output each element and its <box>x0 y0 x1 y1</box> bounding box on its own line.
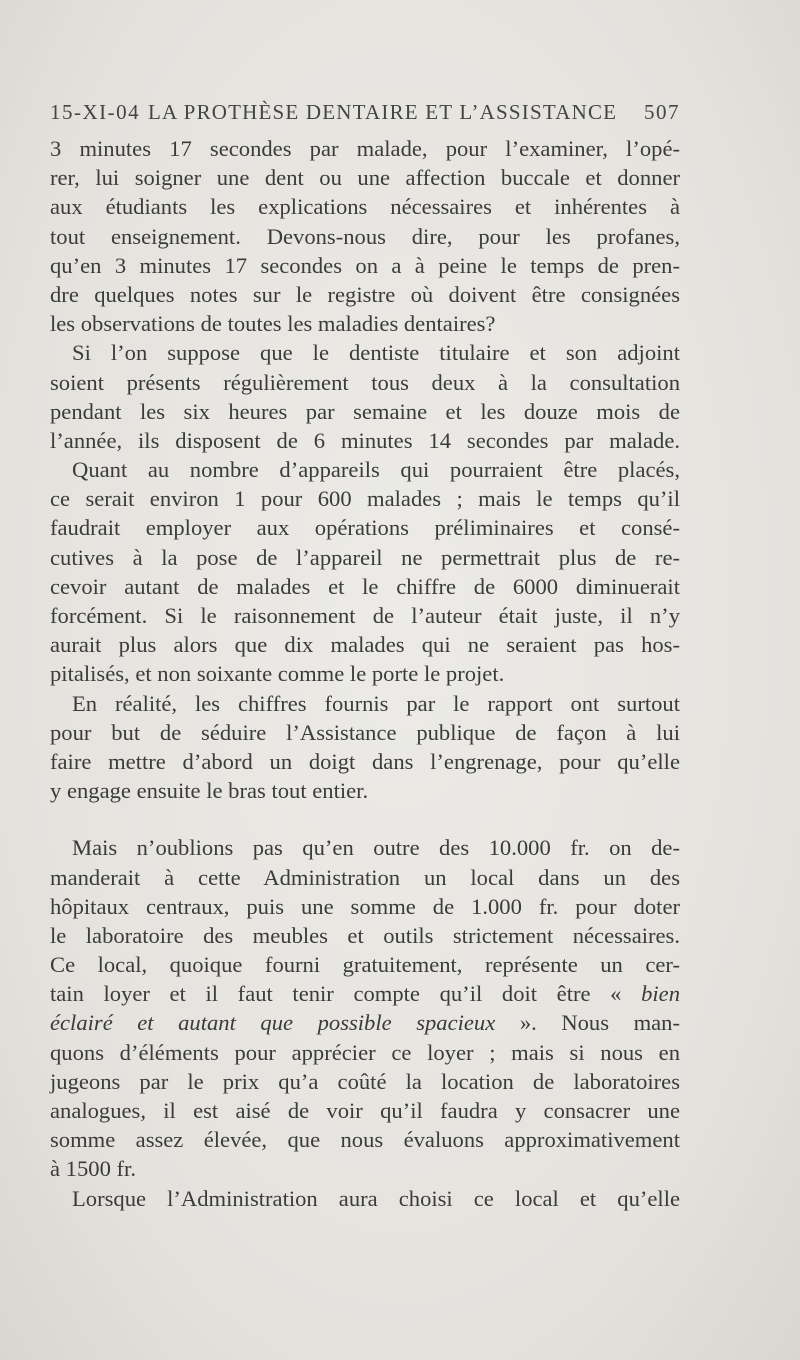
page-number: 507 <box>644 100 680 124</box>
paragraph-2 <box>50 338 680 455</box>
text-line: 3 minutes 17 secondes par malade, pour l’examiner, l’opé- <box>50 136 680 161</box>
text-line: Lorsque l’Administration aura choisi ce local et qu’elle <box>72 1185 680 1211</box>
text-line: somme assez élevée, que nous évaluons approximativement <box>50 1127 680 1153</box>
text-line: jugeons par le prix qu’a coûté la location de laboratoires <box>50 1068 680 1094</box>
paragraph-1 <box>50 134 680 338</box>
header-title: LA PROTHÈSE DENTAIRE ET L’ASSISTANCE <box>148 100 618 124</box>
text-line: Si l’on suppose que le dentiste titulaire et son adjoint <box>72 340 680 366</box>
text-line: aurait plus alors que dix malades qui ne seraient pas hos- <box>50 632 680 658</box>
text-line: le laboratoire des meubles et outils strictement nécessaires. <box>50 922 680 948</box>
text-line: Quant au nombre d’appareils qui pourraient être placés, <box>72 457 680 483</box>
text-line: qu’en 3 minutes 17 secondes on a à peine le temps de pren- <box>50 252 680 278</box>
text-line: pitalisés, et non soixante comme le porte le projet. <box>50 661 505 687</box>
text-line: cutives à la pose de l’appareil ne permettrait plus de re- <box>50 544 680 570</box>
text-line: En réalité, les chiffres fournis par le rapport ont surtout <box>72 690 680 716</box>
text-line: Ce local, quoique fourni gratuitement, représente un cer- <box>50 952 680 978</box>
text-line: y engage ensuite le bras tout entier. <box>50 778 369 804</box>
text-line: analogues, il est aisé de voir qu’il faudra y consacrer une <box>50 1098 680 1123</box>
header-date: 15-XI-04 <box>50 100 141 124</box>
paragraph-5 <box>50 833 680 1183</box>
paragraph-6 <box>50 1184 680 1213</box>
text-line: tout enseignement. Devons-nous dire, pour les profanes, <box>50 223 680 249</box>
text-line: cevoir autant de malades et le chiffre de 6000 diminuerait <box>50 573 680 599</box>
text-line: quons d’éléments pour apprécier ce loyer ; mais si nous en <box>50 1039 680 1065</box>
text-line: tain loyer et il faut tenir compte qu’il doit être « bien <box>50 981 680 1007</box>
text-line: éclairé et autant que possible spacieux ». Nous man- <box>50 1010 680 1036</box>
paragraph-3 <box>50 455 680 689</box>
text-line: forcément. Si le raisonnement de l’auteur était juste, il n’y <box>50 603 680 628</box>
text-line: ce serait environ 1 pour 600 malades ; mais le temps qu’il <box>50 486 680 512</box>
text-line: manderait à cette Administration un local dans un des <box>50 864 680 890</box>
text-line: pendant les six heures par semaine et les douze mois de <box>50 398 680 424</box>
text-line: rer, lui soigner une dent ou une affection buccale et donner <box>50 165 680 191</box>
text-line: aux étudiants les explications nécessaires et inhérentes à <box>50 194 680 220</box>
text-line: soient présents régulièrement tous deux à la consultation <box>50 369 680 395</box>
text-line: faudrait employer aux opérations préliminaires et consé- <box>50 515 680 541</box>
section-break <box>50 805 680 833</box>
text-line: faire mettre d’abord un doigt dans l’engrenage, pour qu’elle <box>50 748 680 774</box>
text-line: pour but de séduire l’Assistance publique de façon à lui <box>50 719 680 745</box>
paragraph-4 <box>50 689 680 806</box>
text-line: dre quelques notes sur le registre où doivent être consignées <box>50 281 680 307</box>
text-line: Mais n’oublions pas qu’en outre des 10.000 fr. on de- <box>72 835 680 861</box>
text-line: les observations de toutes les maladies dentaires? <box>50 311 496 337</box>
text-line: l’année, ils disposent de 6 minutes 14 secondes par malade. <box>50 427 680 453</box>
text-line: à 1500 fr. <box>50 1156 136 1182</box>
text-line: hôpitaux centraux, puis une somme de 1.000 fr. pour doter <box>50 893 680 919</box>
body-text <box>50 134 680 1213</box>
